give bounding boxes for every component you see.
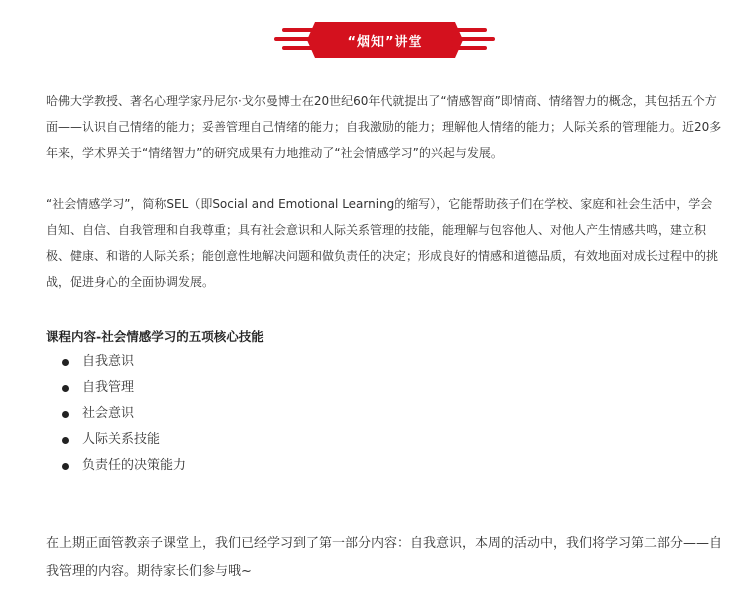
list-item: 自我管理	[60, 375, 186, 401]
bullet-icon	[62, 437, 69, 444]
banner-decoration-right	[451, 28, 495, 55]
sel-paragraph: “社会情感学习”，简称SEL（即Social and Emotional Learning的缩写），它能帮助孩子们在学校、家庭和社会生活中，学会自知、自信、自我管理和自我尊重；具有社会意识和人际关系管理的技能，能理解与包容他人、对他人产生情感共鸣，建立积极、健康、和谐的人际关系；能创意性地解决问题和做负责任的决定；形成良好的情感和道德品质，有效地面对成长过程中的挑战，促进身心的全面协调发展。	[46, 197, 719, 289]
bullet-icon	[62, 385, 69, 392]
banner-title: “烟知”讲堂	[315, 22, 455, 58]
bullet-icon	[62, 463, 69, 470]
closing-paragraph: 在上期正面管教亲子课堂上，我们已经学习到了第一部分内容：自我意识，本周的活动中，我们将学习第二部分——自我管理的内容。期待家长们参与哦~	[46, 536, 723, 579]
intro-paragraph: 哈佛大学教授、著名心理学家丹尼尔·戈尔曼博士在20世纪60年代就提出了“情感智商”即情商、情绪智力的概念，其包括五个方面——认识自己情绪的能力；妥善管理自己情绪的能力；自我激励的能力；理解他人情绪的能力；人际关系的管理能力。近20多年来，学术界关于“情绪智力”的研究成果有力地推动了“社会情感学习”的兴起与发展。	[46, 94, 722, 160]
list-item: 自我意识	[60, 349, 186, 375]
bullet-icon	[62, 411, 69, 418]
list-item: 社会意识	[60, 401, 186, 427]
list-item: 人际关系技能	[60, 427, 186, 453]
section-banner	[0, 22, 738, 62]
list-item: 负责任的决策能力	[60, 453, 186, 479]
skills-list	[60, 349, 186, 479]
course-heading: 课程内容-社会情感学习的五项核心技能	[46, 329, 264, 344]
bullet-icon	[62, 359, 69, 366]
